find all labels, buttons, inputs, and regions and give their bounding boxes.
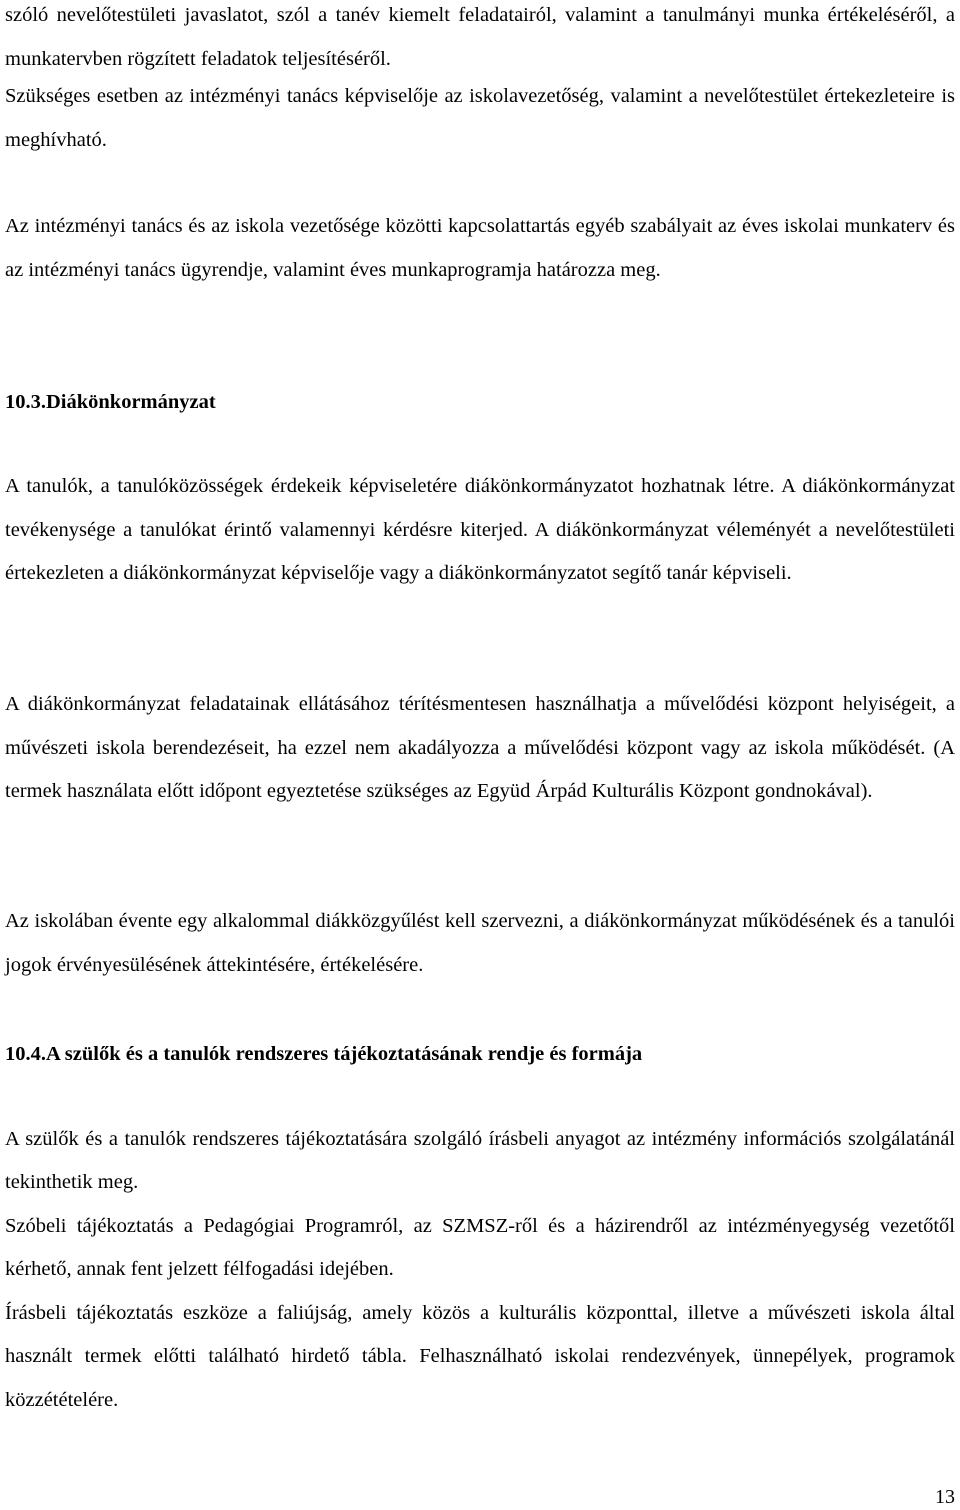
paragraph-written-materials: A szülők és a tanulók rendszeres tájékoztatására szolgáló írásbeli anyagot az intézmény információs szolgálatánál tekinthetik meg. (5, 1128, 955, 1194)
section-heading-10-3: 10.3.Diákönkormányzat (5, 391, 216, 413)
document-page (5, 0, 955, 1509)
paragraph-student-council-intro: A tanulók, a tanulóközösségek érdekeik képviseletére diákönkormányzatot hozhatnak létre. A diákönkormányzat tevékenysége a tanulókat érintő valamennyi kérdésre kiterjed. A diákönkormányzat véleményét a nevelőtestületi értekezleten a diákönkormányzat képviselője vagy a diákönkormányzatot segítő tanár képviseli. (5, 475, 955, 584)
paragraph-council-relations: Az intézményi tanács és az iskola vezetősége közötti kapcsolattartás egyéb szabályait az éves iskolai munkaterv és az intézményi tanács ügyrendje, valamint éves munkaprogramja határozza meg. (5, 215, 955, 281)
page-number: 13 (935, 1486, 955, 1508)
paragraph-council-invitation: Szükséges esetben az intézményi tanács képviselője az iskolavezetőség, valamint a nevelőtestület értekezleteire is meghívható. (5, 85, 955, 151)
paragraph-written-information: Írásbeli tájékoztatás eszköze a faliújság, amely közös a kulturális központtal, illetve a művészeti iskola által használt termek előtti található hirdető tábla. Felhasználható iskolai rendezvények, ünnepélyek, programok közzétételére. (5, 1302, 955, 1411)
section-heading-10-4: 10.4.A szülők és a tanulók rendszeres tájékoztatásának rendje és formája (5, 1043, 643, 1065)
paragraph-student-council-facilities: A diákönkormányzat feladatainak ellátásához térítésmentesen használhatja a művelődési központ helyiségeit, a művészeti iskola berendezéseit, ha ezzel nem akadályozza a művelődési központ vagy az iskola működését. (A termek használata előtt időpont egyeztetése szükséges az Együd Árpád Kulturális Központ gondnokával). (5, 693, 955, 802)
paragraph-oral-information: Szóbeli tájékoztatás a Pedagógiai Programról, az SZMSZ-ről és a házirendről az intézményegység vezetőtől kérhető, annak fent jelzett félfogadási idejében. (5, 1215, 955, 1281)
paragraph-student-assembly: Az iskolában évente egy alkalommal diákközgyűlést kell szervezni, a diákönkormányzat működésének és a tanulói jogok érvényesülésének áttekintésére, értékelésére. (5, 910, 955, 976)
paragraph-plan-evaluation: szóló nevelőtestületi javaslatot, szól a tanév kiemelt feladatairól, valamint a tanulmányi munka értékeléséről, a munkatervben rögzített feladatok teljesítéséről. (5, 4, 955, 70)
